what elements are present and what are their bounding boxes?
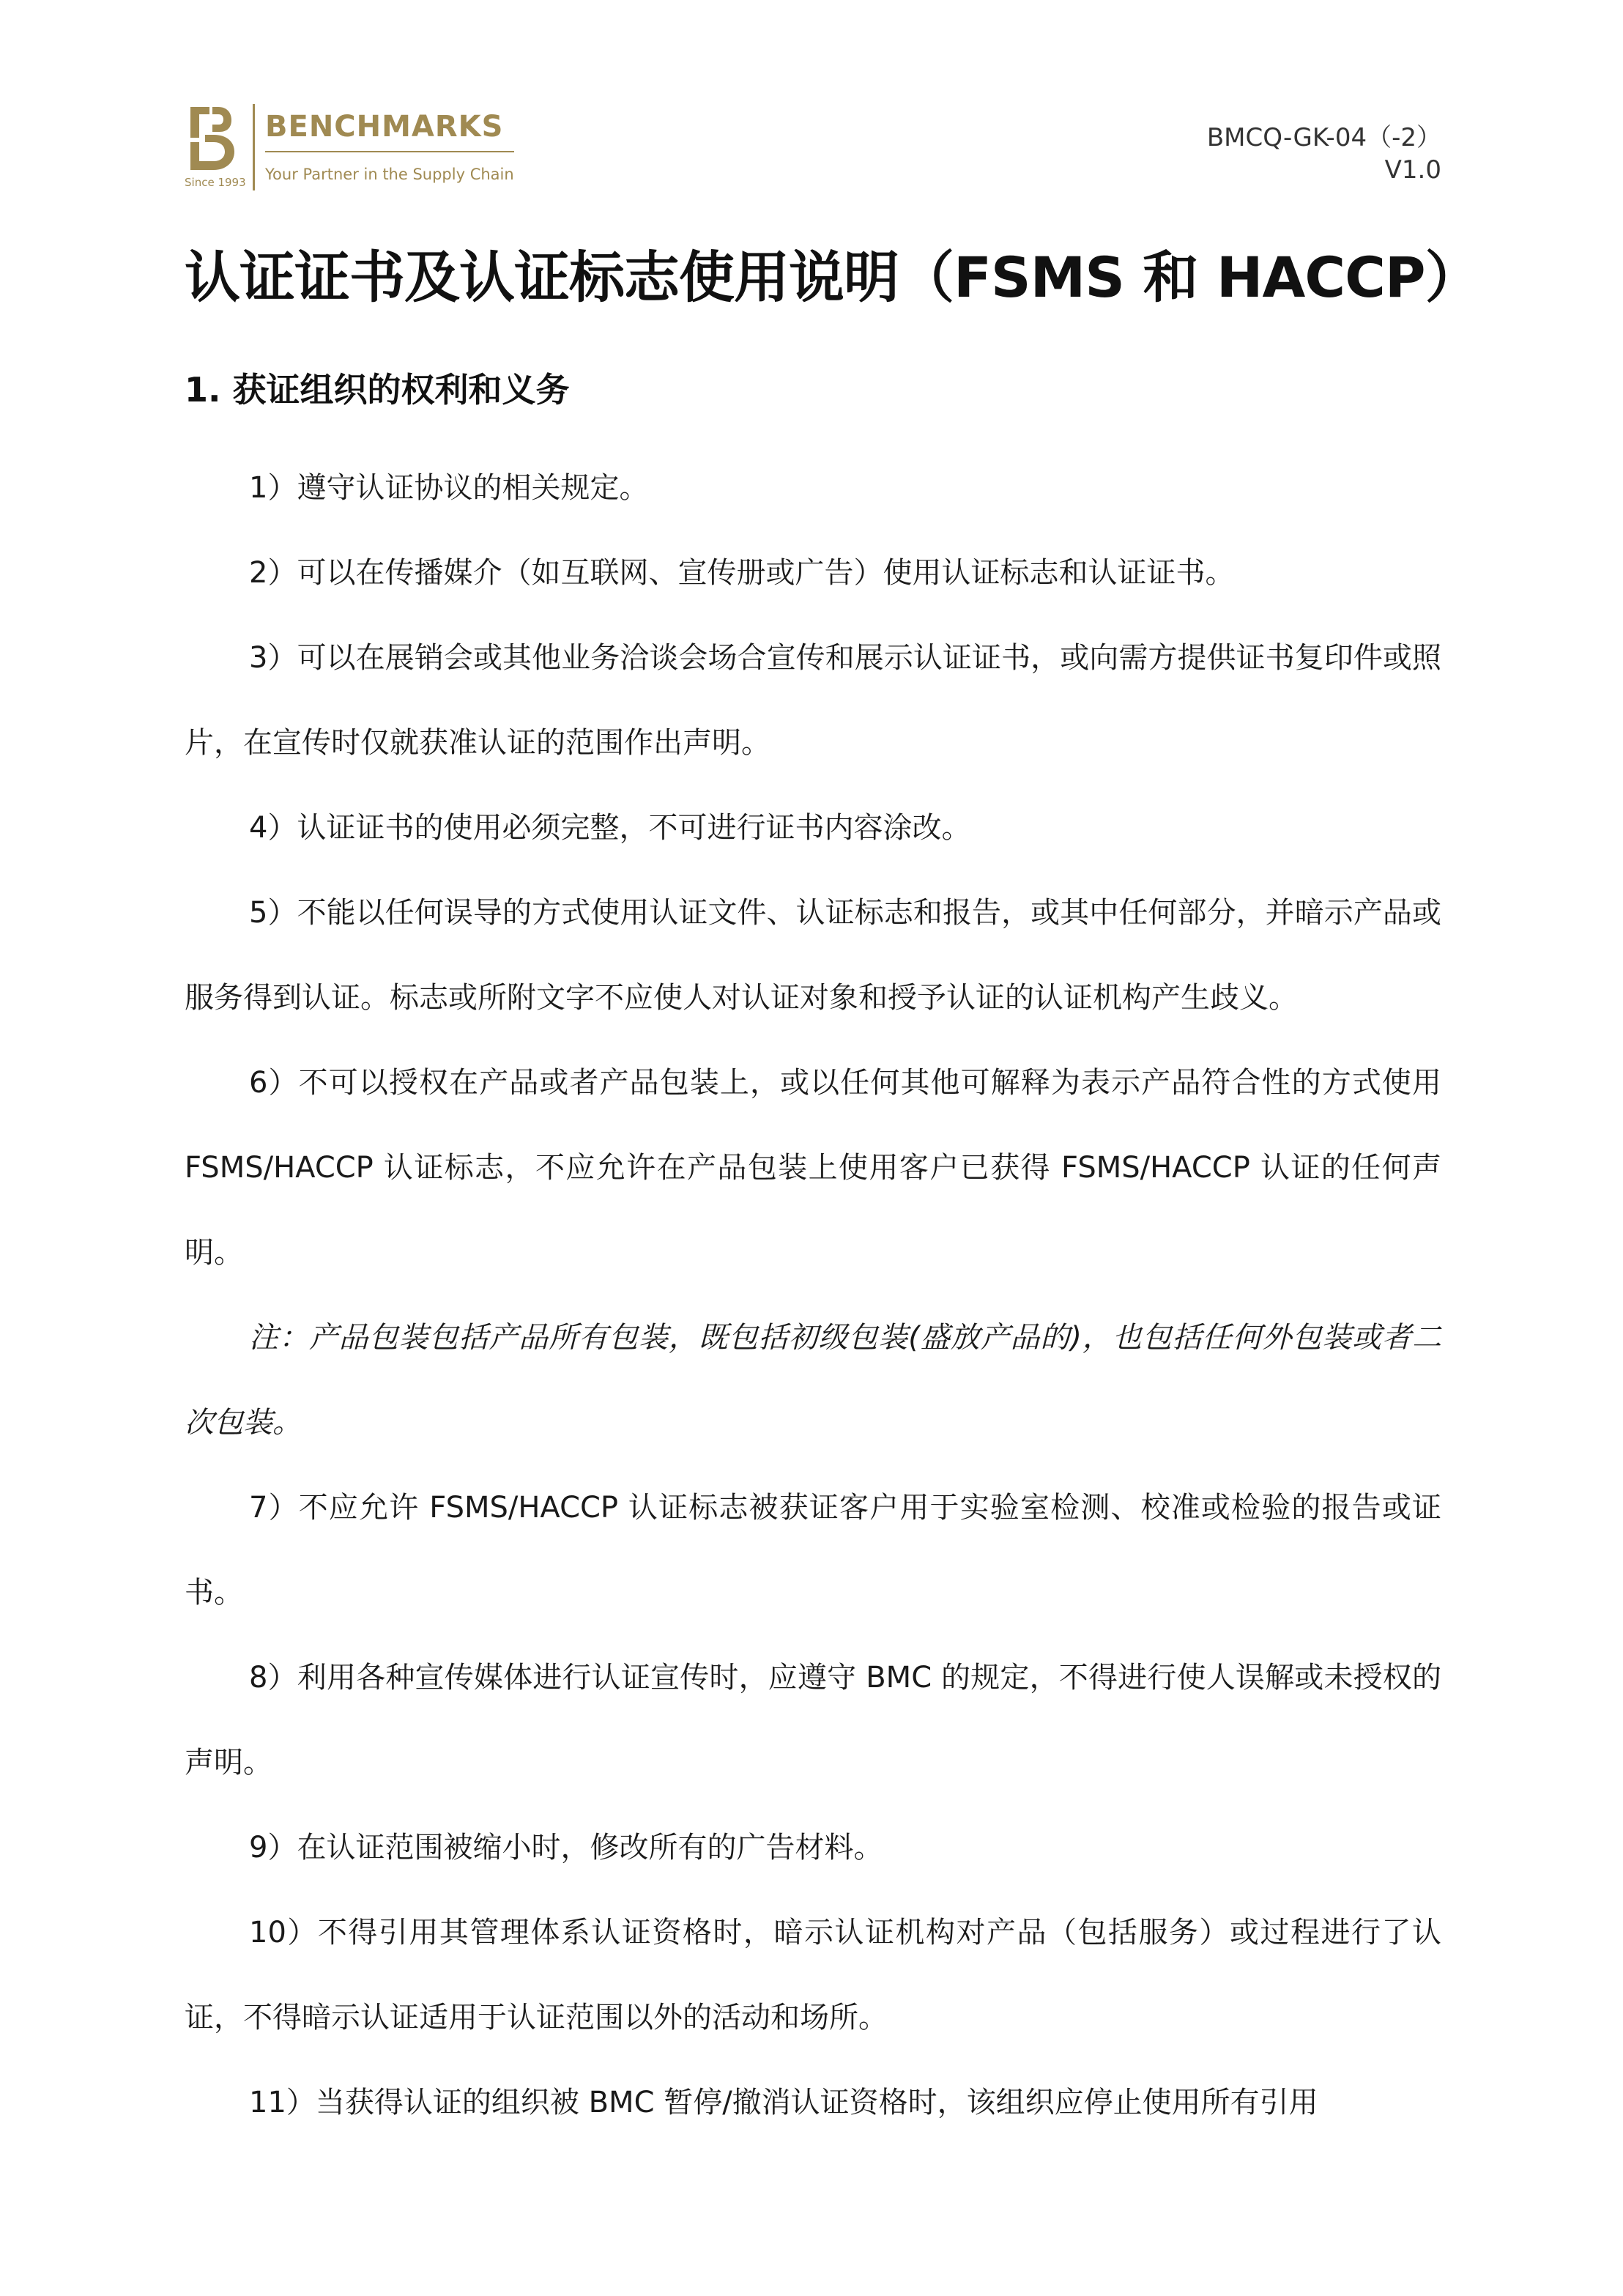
paragraph-item: 1）遵守认证协议的相关规定。 (249, 471, 649, 505)
page-title: 认证证书及认证标志使用说明（FSMS 和 HACCP） (185, 245, 1480, 310)
paragraph-item: 11）当获得认证的组织被 BMC 暂停/撤消认证资格时，该组织应停止使用所有引用 (249, 2086, 1318, 2119)
paragraph-item: 2）可以在传播媒介（如互联网、宣传册或广告）使用认证标志和认证证书。 (249, 556, 1235, 590)
logo-divider (253, 104, 255, 190)
section-heading: 1. 获证组织的权利和义务 (185, 370, 570, 410)
document-version: V1.0 (1384, 155, 1441, 185)
paragraph-item: 7）不应允许 FSMS/HACCP 认证标志被获证客户用于实验室检测、校准或检验的报告或证书。 (185, 1491, 1441, 1610)
section-body (185, 445, 1441, 2145)
logo-since-text: Since 1993 (185, 176, 246, 189)
note-paragraph: 注：产品包装包括产品所有包装，既包括初级包装(盛放产品的)，也包括任何外包装或者二次包装。 (185, 1321, 1441, 1440)
paragraph-item: 5）不能以任何误导的方式使用认证文件、认证标志和报告，或其中任何部分，并暗示产品或服务得到认证。标志或所附文字不应使人对认证对象和授予认证的认证机构产生歧义。 (185, 896, 1441, 1015)
paragraph-item: 10）不得引用其管理体系认证资格时，暗示认证机构对产品（包括服务）或过程进行了认证，不得暗示认证适用于认证范围以外的活动和场所。 (185, 1916, 1441, 2034)
document-code: BMCQ-GK-04（-2） (1206, 123, 1441, 152)
paragraph-item: 9）在认证范围被缩小时，修改所有的广告材料。 (249, 1831, 883, 1864)
logo-brand-name: BENCHMARKS (265, 110, 504, 144)
benchmarks-logo (185, 104, 514, 190)
logo-tagline: Your Partner in the Supply Chain (265, 166, 514, 183)
paragraph-item: 3）可以在展销会或其他业务洽谈会场合宣传和展示认证证书，或向需方提供证书复印件或照片，在宣传时仅就获准认证的范围作出声明。 (185, 641, 1441, 760)
paragraph-item: 8）利用各种宣传媒体进行认证宣传时，应遵守 BMC 的规定，不得进行使人误解或未授权的声明。 (185, 1661, 1441, 1780)
paragraph-item: 6）不可以授权在产品或者产品包装上，或以任何其他可解释为表示产品符合性的方式使用 FSMS/HACCP 认证标志，不应允许在产品包装上使用客户已获得 FSMS/HACCP 认证的任何声明。 (185, 1066, 1441, 1270)
paragraph-item: 4）认证证书的使用必须完整，不可进行证书内容涂改。 (249, 811, 971, 845)
benchmarks-logo-icon (185, 104, 236, 174)
logo-rule (265, 151, 514, 152)
